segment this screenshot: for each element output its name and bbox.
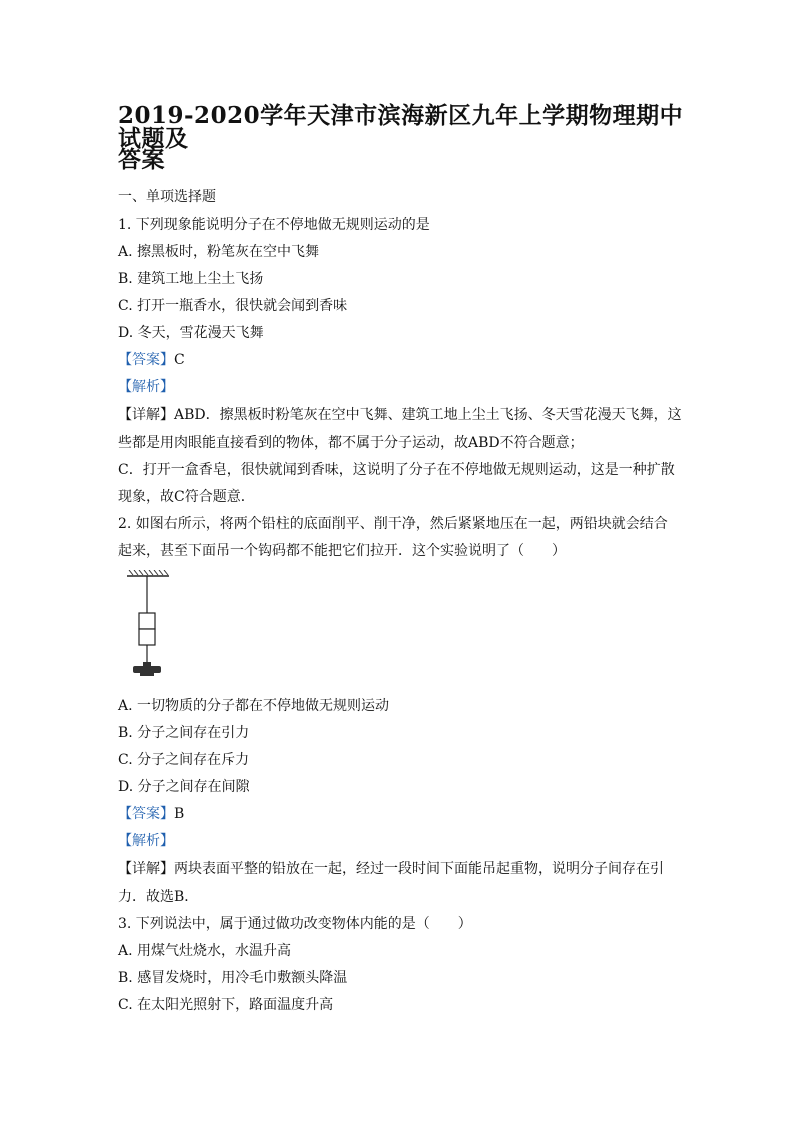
question-2-option-c: C. 分子之间存在斥力 xyxy=(118,752,250,768)
question-1-detail-line-3: C．打开一盒香皂，很快就闻到香味，这说明了分子在不停地做无规则运动，这是一种扩散 xyxy=(118,462,675,478)
detail-label: 【详解】 xyxy=(118,861,174,877)
question-2-analysis-label: 【解析】 xyxy=(118,833,174,849)
question-2-option-a: A. 一切物质的分子都在不停地做无规则运动 xyxy=(118,698,390,714)
question-2-detail-line-2: 力．故选B． xyxy=(118,889,199,905)
question-1-option-b: B. 建筑工地上尘土飞扬 xyxy=(118,271,264,287)
question-3-option-a: A. 用煤气灶烧水，水温升高 xyxy=(118,943,292,959)
section-heading: 一、单项选择题 xyxy=(118,189,216,205)
question-1-analysis-label: 【解析】 xyxy=(118,379,174,395)
question-1-option-a: A. 擦黑板时，粉笔灰在空中飞舞 xyxy=(118,244,320,260)
question-1-detail-line-4: 现象，故C符合题意． xyxy=(118,489,255,505)
detail-label: 【详解】 xyxy=(118,407,174,423)
answer-value: C xyxy=(174,352,185,368)
question-3-option-b: B. 感冒发烧时，用冷毛巾敷额头降温 xyxy=(118,970,348,986)
question-2-detail-line-1 xyxy=(118,862,678,876)
question-1-detail-line-2: 些都是用肉眼能直接看到的物体，都不属于分子运动，故ABD不符合题意； xyxy=(118,435,584,451)
question-1-option-d: D. 冬天，雪花漫天飞舞 xyxy=(118,325,264,341)
document-title-line-1: 2019-2020学年天津市滨海新区九年上学期物理期中试题及 xyxy=(118,102,684,152)
lead-cylinders-figure-icon xyxy=(124,570,174,685)
question-1-stem: 1. 下列现象能说明分子在不停地做无规则运动的是 xyxy=(118,217,430,233)
question-2-stem-line-2: 起来，甚至下面吊一个钩码都不能把它们拉开．这个实验说明了（ ） xyxy=(118,543,566,559)
document-title-line-2: 答案 xyxy=(118,146,165,173)
question-2-stem-line-1: 2. 如图右所示，将两个铅柱的底面削平、削干净，然后紧紧地压在一起，两铅块就会结合 xyxy=(118,516,668,532)
question-2-option-d: D. 分子之间存在间隙 xyxy=(118,779,250,795)
question-2-answer xyxy=(118,807,678,821)
detail-text: ABD．擦黑板时粉笔灰在空中飞舞、建筑工地上尘土飞扬、冬天雪花漫天飞舞，这 xyxy=(174,407,682,423)
question-3-stem: 3. 下列说法中，属于通过做功改变物体内能的是（ ） xyxy=(118,916,472,932)
question-1-answer xyxy=(118,353,678,367)
answer-label: 【答案】 xyxy=(118,806,174,822)
question-2-option-b: B. 分子之间存在引力 xyxy=(118,725,250,741)
question-3-option-c: C. 在太阳光照射下，路面温度升高 xyxy=(118,997,334,1013)
answer-label: 【答案】 xyxy=(118,352,174,368)
answer-value: B xyxy=(174,806,185,822)
detail-text: 两块表面平整的铅放在一起，经过一段时间下面能吊起重物，说明分子间存在引 xyxy=(174,861,664,877)
question-1-detail-line-1 xyxy=(118,407,682,423)
question-1-option-c: C. 打开一瓶香水，很快就会闻到香味 xyxy=(118,298,348,314)
